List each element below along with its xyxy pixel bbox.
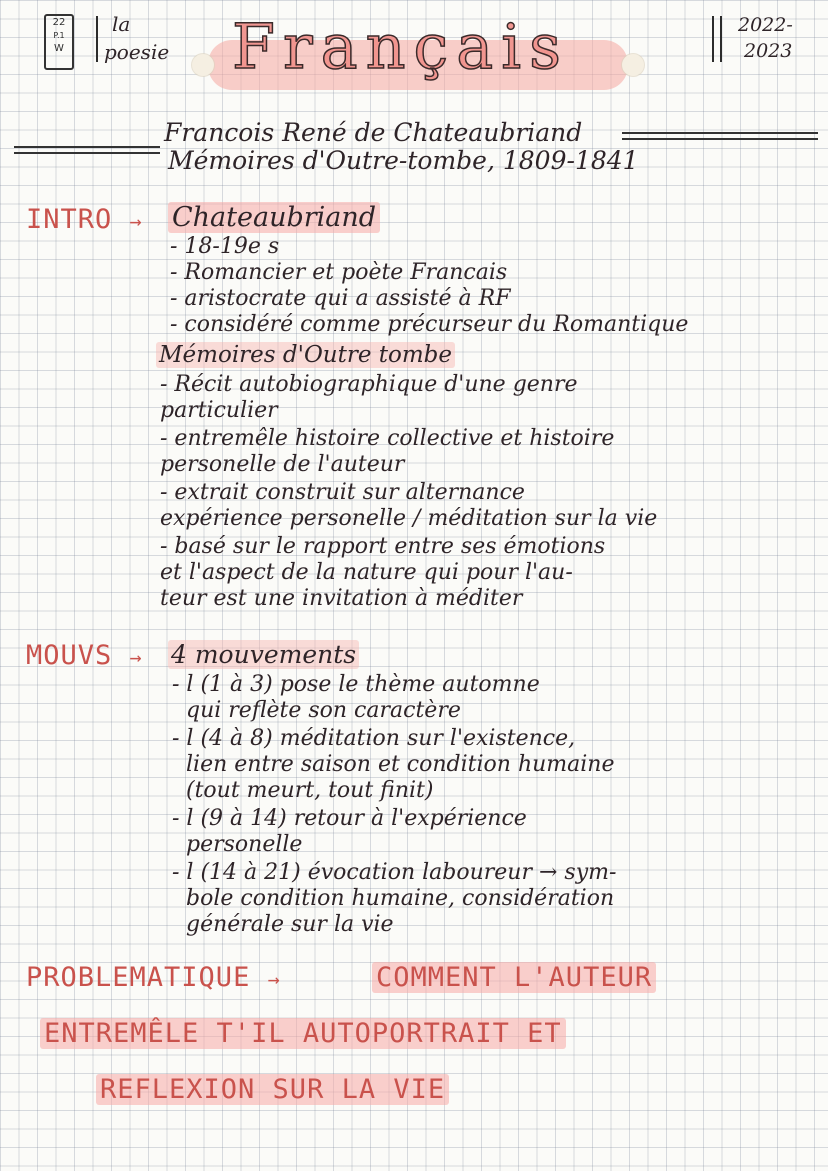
rule-right-1: [622, 132, 818, 134]
problematique-line-1: [372, 962, 656, 993]
mouv-line-9: bole condition humaine, considération: [186, 886, 615, 911]
work-heading: [156, 342, 455, 368]
page-index-bottom: W: [54, 43, 64, 54]
mouv-line-8: - l (14 à 21) évocation laboureur → sym-: [172, 860, 617, 885]
mouv-line-4: lien entre saison et condition humaine: [186, 752, 615, 777]
source-author: Francois René de Chateaubriand: [164, 118, 583, 147]
problematique-line-1-text: COMMENT L'AUTEUR: [372, 962, 656, 993]
page-title: Français: [232, 10, 569, 83]
work-heading-text: Mémoires d'Outre tombe: [156, 342, 455, 368]
work-line-8: et l'aspect de la nature qui pour l'au-: [160, 560, 573, 585]
mouv-line-7: personelle: [186, 832, 303, 857]
problematique-line-2-text: ENTREMÊLE T'IL AUTOPORTRAIT ET: [40, 1018, 566, 1049]
work-line-2: particulier: [160, 398, 278, 423]
work-line-6: expérience personelle / méditation sur la vie: [160, 506, 658, 531]
subject-label-2: poesie: [104, 40, 170, 64]
page-index-top: 22: [52, 17, 66, 28]
problematique-label-text: PROBLEMATIQUE: [26, 962, 251, 993]
header-divider-left: [96, 16, 98, 62]
author-point-2: - Romancier et poète Francais: [170, 260, 508, 285]
problematique-line-3-text: REFLEXION SUR LA VIE: [96, 1074, 449, 1105]
mouv-line-6: - l (9 à 14) retour à l'expérience: [172, 806, 527, 831]
page-index-mid: P.1: [53, 31, 65, 40]
header-divider-right-2: [720, 16, 722, 62]
intro-arrow-icon: →: [129, 209, 143, 233]
problematique-line-2: [40, 1018, 566, 1049]
work-line-9: teur est une invitation à méditer: [160, 586, 523, 611]
mouv-line-3: - l (4 à 8) méditation sur l'existence,: [172, 726, 576, 751]
mouv-line-10: générale sur la vie: [186, 912, 394, 937]
mouvs-label-text: MOUVS: [26, 640, 113, 671]
rule-right-2: [622, 138, 818, 140]
page-index-box: [44, 14, 74, 70]
school-year-2: 2023: [744, 40, 793, 62]
mouv-line-5: (tout meurt, tout finit): [186, 778, 434, 803]
mouvs-arrow-icon: →: [129, 645, 143, 669]
mouv-line-2: qui reflète son caractère: [186, 698, 461, 723]
intro-label-text: INTRO: [26, 204, 113, 235]
problematique-arrow-icon: →: [267, 967, 281, 991]
author-point-3: - aristocrate qui a assisté à RF: [170, 286, 511, 311]
author-point-4: - considéré comme précurseur du Romantique: [170, 312, 689, 337]
title-dot-right: [622, 54, 644, 76]
work-line-1: - Récit autobiographique d'une genre: [160, 372, 578, 397]
header-divider-right-1: [712, 16, 714, 62]
work-line-5: - extrait construit sur alternance: [160, 480, 525, 505]
mouvs-heading-text: 4 mouvements: [168, 640, 359, 669]
school-year-1: 2022-: [738, 14, 793, 36]
work-line-4: personelle de l'auteur: [160, 452, 405, 477]
mouvs-heading: [168, 640, 359, 669]
rule-left-1: [14, 146, 160, 148]
mouv-line-1: - l (1 à 3) pose le thème automne: [172, 672, 540, 697]
intro-label: [26, 204, 143, 235]
author-point-1: - 18-19e s: [170, 234, 280, 259]
intro-heading: [168, 202, 380, 233]
problematique-label: [26, 962, 281, 993]
work-line-3: - entremêle histoire collective et histoire: [160, 426, 615, 451]
title-dot-left: [192, 54, 214, 76]
problematique-line-3: [96, 1074, 449, 1105]
subject-label-1: la: [112, 12, 131, 36]
source-work: Mémoires d'Outre-tombe, 1809-1841: [168, 146, 639, 175]
rule-left-2: [14, 152, 160, 154]
work-line-7: - basé sur le rapport entre ses émotions: [160, 534, 606, 559]
intro-heading-text: Chateaubriand: [168, 202, 380, 233]
mouvs-label: [26, 640, 143, 671]
